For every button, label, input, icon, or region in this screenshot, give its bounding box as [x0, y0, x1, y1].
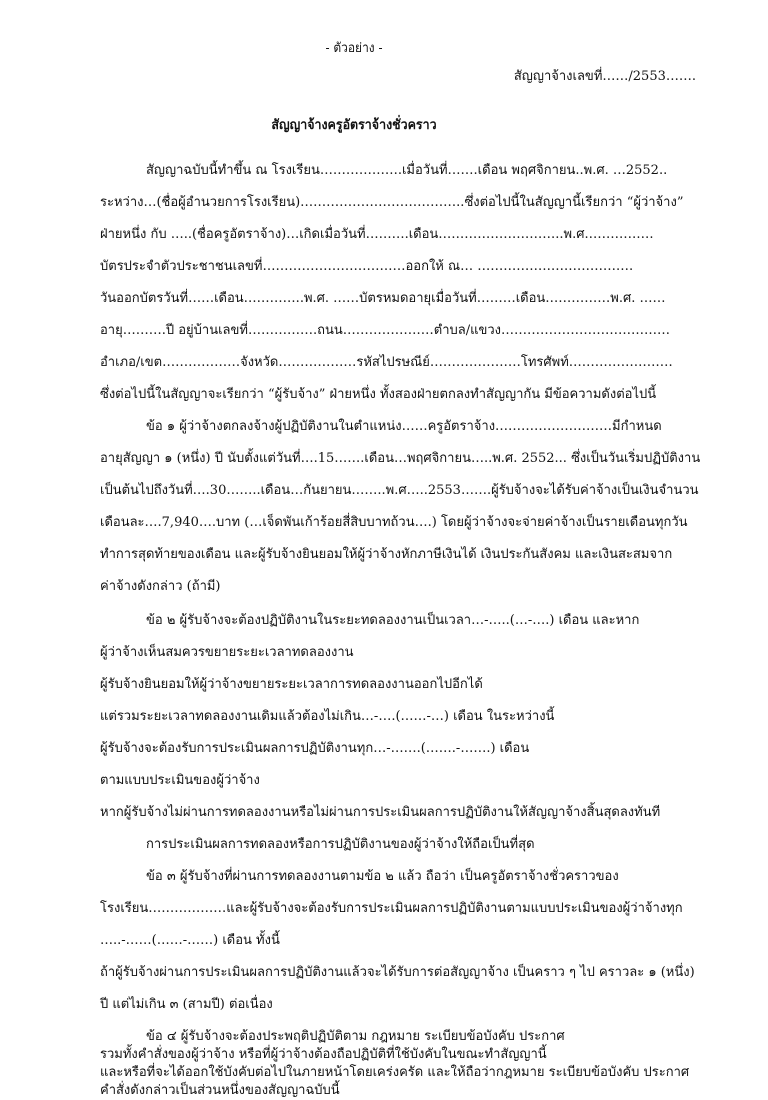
clause-3-line: ปี แต่ไม่เกิน ๓ (สามปี) ต่อเนื่อง — [100, 997, 273, 1012]
preamble-line: บัตรประจำตัวประชาชนเลขที่……………………………ออกให้ ณ… ……………………………… — [100, 259, 634, 274]
contract-number: สัญญาจ้างเลขที่……/2553……. — [513, 69, 696, 84]
clause-1-line: ข้อ ๑ ผู้ว่าจ้างตกลงจ้างผู้ปฏิบัติงานในตำแหน่ง……ครูอัตราจ้าง………………………มีกำหนด — [146, 419, 662, 434]
clause-2-line: แต่รวมระยะเวลาทดลองงานเดิมแล้วต้องไม่เกิน…-….(……-…) เดือน ในระหว่างนี้ — [100, 709, 555, 724]
clause-4-line: คำสั่งดังกล่าวเป็นส่วนหนึ่งของสัญญาฉบับนี้ — [100, 1083, 340, 1098]
clause-2-line: หากผู้รับจ้างไม่ผ่านการทดลองงานหรือไม่ผ่านการประเมินผลการปฏิบัติงานให้สัญญาจ้างสิ้นสุดลงทันที — [100, 805, 661, 820]
clause-1-line: อายุสัญญา ๑ (หนึ่ง) ปี นับตั้งแต่วันที่….15…….เดือน…พฤศจิกายน…..พ.ศ. 2552... ซึ่งเป็นวันเริ่มปฏิบัติงาน — [100, 451, 701, 466]
clause-3-line: …..-……(……-……) เดือน ทั้งนี้ — [100, 933, 280, 948]
clause-3-line: ถ้าผู้รับจ้างผ่านการประเมินผลการปฏิบัติงานแล้วจะได้รับการต่อสัญญาจ้าง เป็นคราว ๆ ไป คราวละ ๑ (หนึ่ง) — [100, 965, 695, 980]
preamble-line: อายุ……….ปี อยู่บ้านเลขที่…………….ถนน…………………ตำบล/แขวง………………………………… — [100, 323, 671, 338]
clause-1-line: ทำการสุดท้ายของเดือน และผู้รับจ้างยินยอมให้ผู้ว่าจ้างหักภาษีเงินได้ เงินประกันสังคม และเงินสะสมจาก — [100, 547, 673, 562]
clause-4-line: ข้อ ๔ ผู้รับจ้างจะต้องประพฤติปฏิบัติตาม กฎหมาย ระเบียบข้อบังคับ ประกาศ — [146, 1029, 565, 1044]
clause-3-line: ข้อ ๓ ผู้รับจ้างที่ผ่านการทดลองงานตามข้อ ๒ แล้ว ถือว่า เป็นครูอัตราจ้างชั่วคราวของ — [146, 869, 619, 884]
preamble-line: ระหว่าง…(ชื่อผู้อำนวยการโรงเรียน)………………………………..ซึ่งต่อไปนี้ในสัญญานี้เรียกว่า “ผู้ว่าจ้าง” — [100, 195, 684, 210]
sample-label: - ตัวอย่าง - — [325, 41, 383, 56]
clause-4-line: และหรือที่จะได้ออกใช้บังคับต่อไปในภายหน้าโดยเคร่งครัด และให้ถือว่ากฎหมาย ระเบียบข้อบังคับ ประกาศ — [100, 1065, 690, 1080]
clause-2-line: การประเมินผลการทดลองหรือการปฏิบัติงานของผู้ว่าจ้างให้ถือเป็นที่สุด — [146, 837, 535, 852]
clause-2-line: ข้อ ๒ ผู้รับจ้างจะต้องปฏิบัติงานในระยะทดลองงานเป็นเวลา…-…..(…-….) เดือน และหาก — [146, 613, 640, 628]
preamble-line: ซึ่งต่อไปนี้ในสัญญาจะเรียกว่า “ผู้รับจ้าง” ฝ่ายหนึ่ง ทั้งสองฝ่ายตกลงทำสัญญากัน มีข้อความดังต่อไปนี้ — [100, 387, 657, 402]
clause-1-line: เป็นต้นไปถึงวันที่….30……..เดือน…กันยายน……..พ.ศ…..2553…….ผู้รับจ้างจะได้รับค่าจ้างเป็นเงินจำนวน — [100, 483, 699, 498]
clause-1-line: ค่าจ้างดังกล่าว (ถ้ามี) — [100, 579, 221, 594]
clause-2-line: ผู้ว่าจ้างเห็นสมควรขยายระยะเวลาทดลองงาน — [100, 645, 354, 660]
preamble-line: วันออกบัตรวันที่……เดือน…………..พ.ศ. ……บัตรหมดอายุเมื่อวันที่………เดือน……………พ.ศ. …… — [100, 291, 666, 306]
preamble-line: สัญญาฉบับนี้ทำขึ้น ณ โรงเรียน……………….เมื่อวันที่…….เดือน พฤศจิกายน..พ.ศ. …2552.. — [146, 163, 668, 178]
clause-2-line: ผู้รับจ้างยินยอมให้ผู้ว่าจ้างขยายระยะเวลาการทดลองงานออกไปอีกได้ — [100, 677, 483, 692]
clause-1-line: เดือนละ….7,940….บาท (…เจ็ดพันเก้าร้อยสี่สิบบาทถ้วน….) โดยผู้ว่าจ้างจะจ่ายค่าจ้างเป็นรายเดือนทุกวัน — [100, 515, 688, 530]
clause-2-line: ผู้รับจ้างจะต้องรับการประเมินผลการปฏิบัติงานทุก…-…….(…….-…….) เดือน — [100, 741, 530, 756]
preamble-line: ฝ่ายหนึ่ง กับ …..(ชื่อครูอัตราจ้าง)…เกิดเมื่อวันที่……….เดือน………………………..พ.ศ.…………… — [100, 227, 654, 242]
clause-2-line: ตามแบบประเมินของผู้ว่าจ้าง — [100, 773, 260, 788]
clause-4-line: รวมทั้งคำสั่งของผู้ว่าจ้าง หรือที่ผู้ว่าจ้างต้องถือปฏิบัติที่ใช้บังคับในขณะทำสัญญานี้ — [100, 1047, 547, 1062]
preamble-line: อำเภอ/เขต………………จังหวัด………………รหัสไปรษณีย์…………………โทรศัพท์…………………… — [100, 355, 673, 370]
document-title: สัญญาจ้างครูอัตราจ้างชั่วคราว — [271, 117, 437, 133]
clause-3-line: โรงเรียน………………และผู้รับจ้างจะต้องรับการประเมินผลการปฏิบัติงานตามแบบประเมินของผู้ว่าจ้างทุก — [100, 901, 683, 916]
